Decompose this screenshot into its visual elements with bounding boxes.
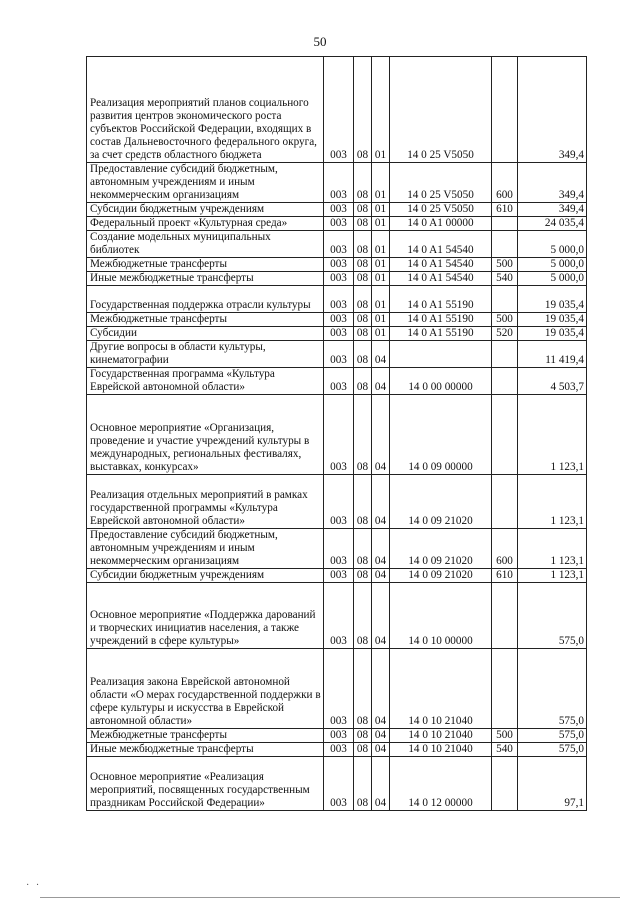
table-row	[87, 649, 587, 729]
col-vr: 500	[492, 313, 518, 327]
col-sum: 5 000,0	[518, 231, 587, 258]
col-csr: 14 0 25 V5050	[390, 203, 492, 217]
col-rz: 08	[354, 258, 372, 272]
table-row	[87, 203, 587, 217]
col-vr	[492, 757, 518, 811]
col-pr: 04	[372, 529, 390, 569]
col-sum: 575,0	[518, 649, 587, 729]
col-rz: 08	[354, 529, 372, 569]
col-vr: 540	[492, 743, 518, 757]
col-vr	[492, 395, 518, 475]
col-rz: 08	[354, 475, 372, 529]
col-gr: 003	[324, 475, 354, 529]
page-edge-line	[40, 897, 620, 898]
col-sum: 97,1	[518, 757, 587, 811]
row-name: Межбюджетные трансферты	[87, 258, 324, 272]
col-csr: 14 0 09 21020	[390, 529, 492, 569]
row-name: Реализация мероприятий планов социального развития центров экономического роста субъектов Российской Федерации, входящих в состав Дальневосточного федерального округа, за счет средств областного бюджета	[87, 57, 324, 163]
col-rz: 08	[354, 341, 372, 368]
row-name: Предоставление субсидий бюджетным, автономным учреждениям и иным некоммерческим организациям	[87, 163, 324, 203]
col-vr	[492, 368, 518, 395]
col-vr: 600	[492, 163, 518, 203]
table-row	[87, 743, 587, 757]
col-vr	[492, 57, 518, 163]
table-row	[87, 327, 587, 341]
col-vr: 610	[492, 203, 518, 217]
col-csr: 14 0 10 00000	[390, 583, 492, 649]
col-gr: 003	[324, 649, 354, 729]
table-row	[87, 272, 587, 286]
table-row	[87, 368, 587, 395]
col-sum: 349,4	[518, 163, 587, 203]
col-rz: 08	[354, 203, 372, 217]
col-gr: 003	[324, 569, 354, 583]
col-rz: 08	[354, 583, 372, 649]
col-vr: 500	[492, 258, 518, 272]
col-csr: 14 0 25 V5050	[390, 163, 492, 203]
col-gr: 003	[324, 529, 354, 569]
table-row	[87, 231, 587, 258]
col-vr	[492, 475, 518, 529]
col-pr: 01	[372, 327, 390, 341]
col-rz: 08	[354, 729, 372, 743]
row-name: Межбюджетные трансферты	[87, 729, 324, 743]
table-row	[87, 395, 587, 475]
row-name: Иные межбюджетные трансферты	[87, 743, 324, 757]
row-name: Другие вопросы в области культуры, кинематографии	[87, 341, 324, 368]
col-pr: 04	[372, 368, 390, 395]
col-vr: 500	[492, 729, 518, 743]
col-sum: 11 419,4	[518, 341, 587, 368]
col-gr: 003	[324, 272, 354, 286]
col-csr: 14 0 10 21040	[390, 729, 492, 743]
col-pr: 01	[372, 163, 390, 203]
col-pr: 01	[372, 258, 390, 272]
table-row	[87, 258, 587, 272]
row-name: Государственная поддержка отрасли культуры	[87, 286, 324, 313]
col-csr: 14 0 09 00000	[390, 395, 492, 475]
col-gr: 003	[324, 286, 354, 313]
col-sum: 4 503,7	[518, 368, 587, 395]
row-name: Федеральный проект «Культурная среда»	[87, 217, 324, 231]
row-name: Основное мероприятие «Реализация мероприятий, посвященных государственным праздникам Российской Федерации»	[87, 757, 324, 811]
col-sum: 1 123,1	[518, 569, 587, 583]
col-sum: 1 123,1	[518, 395, 587, 475]
col-csr: 14 0 A1 55190	[390, 327, 492, 341]
col-rz: 08	[354, 743, 372, 757]
table-row	[87, 163, 587, 203]
col-csr: 14 0 09 21020	[390, 475, 492, 529]
col-rz: 08	[354, 313, 372, 327]
table-row	[87, 286, 587, 313]
table-row	[87, 529, 587, 569]
col-rz: 08	[354, 57, 372, 163]
row-name: Основное мероприятие «Организация, проведение и участие учреждений культуры в международных, региональных фестивалях, выставках, конкурсах»	[87, 395, 324, 475]
col-pr: 04	[372, 757, 390, 811]
col-gr: 003	[324, 743, 354, 757]
budget-table	[86, 56, 587, 811]
col-csr	[390, 341, 492, 368]
col-vr	[492, 583, 518, 649]
col-gr: 003	[324, 217, 354, 231]
col-gr: 003	[324, 757, 354, 811]
col-csr: 14 0 A1 54540	[390, 231, 492, 258]
row-name: Иные межбюджетные трансферты	[87, 272, 324, 286]
col-vr	[492, 217, 518, 231]
col-pr: 04	[372, 569, 390, 583]
col-gr: 003	[324, 57, 354, 163]
col-rz: 08	[354, 272, 372, 286]
row-name: Создание модельных муниципальных библиотек	[87, 231, 324, 258]
col-pr: 04	[372, 341, 390, 368]
table-row	[87, 57, 587, 163]
col-rz: 08	[354, 757, 372, 811]
col-rz: 08	[354, 395, 372, 475]
col-gr: 003	[324, 327, 354, 341]
col-gr: 003	[324, 231, 354, 258]
table-row	[87, 757, 587, 811]
col-pr: 04	[372, 743, 390, 757]
col-csr: 14 0 09 21020	[390, 569, 492, 583]
col-gr: 003	[324, 258, 354, 272]
col-vr	[492, 231, 518, 258]
col-pr: 01	[372, 272, 390, 286]
table-row	[87, 729, 587, 743]
row-name: Субсидии бюджетным учреждениям	[87, 569, 324, 583]
col-rz: 08	[354, 231, 372, 258]
col-sum: 19 035,4	[518, 313, 587, 327]
col-rz: 08	[354, 327, 372, 341]
col-sum: 575,0	[518, 583, 587, 649]
col-sum: 24 035,4	[518, 217, 587, 231]
col-pr: 01	[372, 313, 390, 327]
col-sum: 349,4	[518, 203, 587, 217]
col-pr: 01	[372, 286, 390, 313]
col-vr	[492, 286, 518, 313]
row-name: Основное мероприятие «Поддержка дарований и творческих инициатив населения, а также учреждений в сфере культуры»	[87, 583, 324, 649]
col-vr: 610	[492, 569, 518, 583]
table-row	[87, 313, 587, 327]
col-gr: 003	[324, 395, 354, 475]
col-rz: 08	[354, 163, 372, 203]
col-rz: 08	[354, 569, 372, 583]
col-pr: 01	[372, 57, 390, 163]
col-pr: 04	[372, 583, 390, 649]
col-sum: 575,0	[518, 743, 587, 757]
col-rz: 08	[354, 286, 372, 313]
col-csr: 14 0 A1 55190	[390, 286, 492, 313]
col-csr: 14 0 00 00000	[390, 368, 492, 395]
col-gr: 003	[324, 313, 354, 327]
col-gr: 003	[324, 583, 354, 649]
col-gr: 003	[324, 203, 354, 217]
col-csr: 14 0 A1 54540	[390, 272, 492, 286]
col-vr: 520	[492, 327, 518, 341]
col-csr: 14 0 10 21040	[390, 649, 492, 729]
col-pr: 04	[372, 729, 390, 743]
col-vr: 600	[492, 529, 518, 569]
table-row	[87, 341, 587, 368]
table-row	[87, 569, 587, 583]
table-row	[87, 475, 587, 529]
col-csr: 14 0 A1 55190	[390, 313, 492, 327]
col-csr: 14 0 A1 00000	[390, 217, 492, 231]
col-rz: 08	[354, 649, 372, 729]
col-gr: 003	[324, 368, 354, 395]
row-name: Межбюджетные трансферты	[87, 313, 324, 327]
col-pr: 01	[372, 203, 390, 217]
col-vr	[492, 341, 518, 368]
scan-marks: · ·	[26, 880, 42, 891]
row-name: Государственная программа «Культура Еврейской автономной области»	[87, 368, 324, 395]
col-sum: 19 035,4	[518, 286, 587, 313]
row-name: Реализация закона Еврейской автономной области «О мерах государственной поддержки в сфере культуры и искусства в Еврейской автономной области»	[87, 649, 324, 729]
page-number: 50	[313, 34, 327, 49]
col-csr: 14 0 10 21040	[390, 743, 492, 757]
col-gr: 003	[324, 163, 354, 203]
col-csr: 14 0 25 V5050	[390, 57, 492, 163]
table-row	[87, 217, 587, 231]
col-sum: 1 123,1	[518, 529, 587, 569]
col-sum: 349,4	[518, 57, 587, 163]
col-rz: 08	[354, 217, 372, 231]
col-csr: 14 0 12 00000	[390, 757, 492, 811]
row-name: Реализация отдельных мероприятий в рамках государственной программы «Культура Еврейской автономной области»	[87, 475, 324, 529]
col-sum: 575,0	[518, 729, 587, 743]
col-sum: 5 000,0	[518, 272, 587, 286]
col-gr: 003	[324, 341, 354, 368]
col-sum: 5 000,0	[518, 258, 587, 272]
col-pr: 04	[372, 475, 390, 529]
col-rz: 08	[354, 368, 372, 395]
row-name: Субсидии бюджетным учреждениям	[87, 203, 324, 217]
col-sum: 19 035,4	[518, 327, 587, 341]
col-vr: 540	[492, 272, 518, 286]
col-gr: 003	[324, 729, 354, 743]
col-sum: 1 123,1	[518, 475, 587, 529]
col-pr: 04	[372, 395, 390, 475]
col-pr: 01	[372, 231, 390, 258]
col-pr: 04	[372, 649, 390, 729]
col-pr: 01	[372, 217, 390, 231]
table-row	[87, 583, 587, 649]
row-name: Предоставление субсидий бюджетным, автономным учреждениям и иным некоммерческим организациям	[87, 529, 324, 569]
col-vr	[492, 649, 518, 729]
col-csr: 14 0 A1 54540	[390, 258, 492, 272]
row-name: Субсидии	[87, 327, 324, 341]
